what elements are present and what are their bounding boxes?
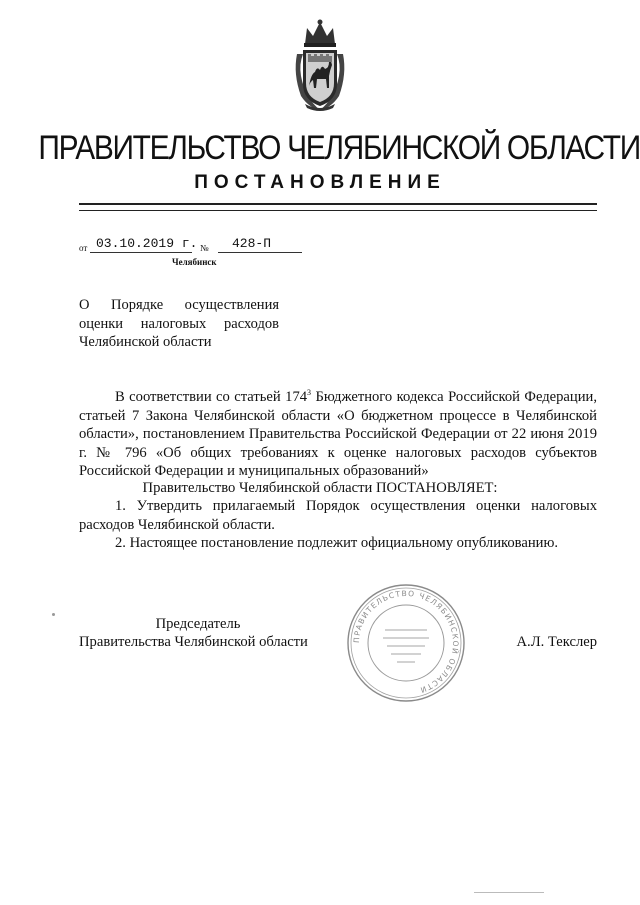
date-underline (90, 252, 192, 253)
resolution-item-1 (79, 497, 597, 534)
scan-speck (52, 613, 55, 616)
number-underline (218, 252, 302, 253)
number-prefix-label: № (200, 243, 209, 253)
document-type: ПОСТАНОВЛЕНИЕ (194, 172, 446, 193)
coat-of-arms-emblem (291, 14, 349, 112)
signer-title-line-1: Председатель (155, 616, 241, 632)
org-title: ПРАВИТЕЛЬСТВО ЧЕЛЯБИНСКОЙ ОБЛАСТИ (38, 129, 640, 167)
document-subject (79, 296, 279, 352)
subject-line: О Порядке осуществления (79, 297, 279, 313)
preamble-paragraph (79, 388, 597, 481)
resolves-line: Правительство Челябинской области ПОСТАНОВЛЯЕТ: (142, 480, 498, 496)
scan-edge-mark (474, 892, 544, 893)
resolution-item-2 (79, 534, 597, 553)
city-name: Челябинск (172, 257, 217, 267)
official-seal (345, 582, 467, 704)
header-divider-thick (79, 203, 597, 205)
item-1-text: 1. Утвердить прилагаемый Порядок осуществления оценки налоговых расходов Челябинской области. (79, 498, 597, 533)
subject-line: Челябинской области (79, 334, 212, 350)
article-superscript: 3 (307, 388, 312, 397)
document-number: 428-П (232, 236, 272, 251)
signer-name: А.Л. Текслер (516, 634, 597, 650)
preamble-text-start: В соответствии со статьей 174 (115, 389, 308, 405)
signer-title-line-2: Правительства Челябинской области (79, 634, 308, 650)
document-date: 03.10.2019 г. (96, 236, 198, 251)
date-prefix-label: от (79, 243, 88, 253)
seal-text: ПРАВИТЕЛЬСТВО ЧЕЛЯБИНСКОЙ ОБЛАСТИ (351, 588, 461, 695)
header-divider-thin (79, 210, 597, 211)
preamble-text-end: Бюджетного кодекса Российской Федерации, статьей 7 Закона Челябинской области «О бюджетном процессе в Челябинской области», постановлением Правительства Российской Федерации от 22 июня 2019 г. № 796 «Об общих требованиях к оценке налоговых расходов субъектов Российской Федерации и муниципальных образований» (79, 389, 597, 479)
item-2-text: 2. Настоящее постановление подлежит официальному опубликованию. (115, 535, 559, 551)
chelyabinsk-coat-of-arms-icon (291, 14, 349, 112)
subject-line: оценки налоговых расходов (79, 315, 279, 332)
official-seal-icon (345, 582, 467, 704)
